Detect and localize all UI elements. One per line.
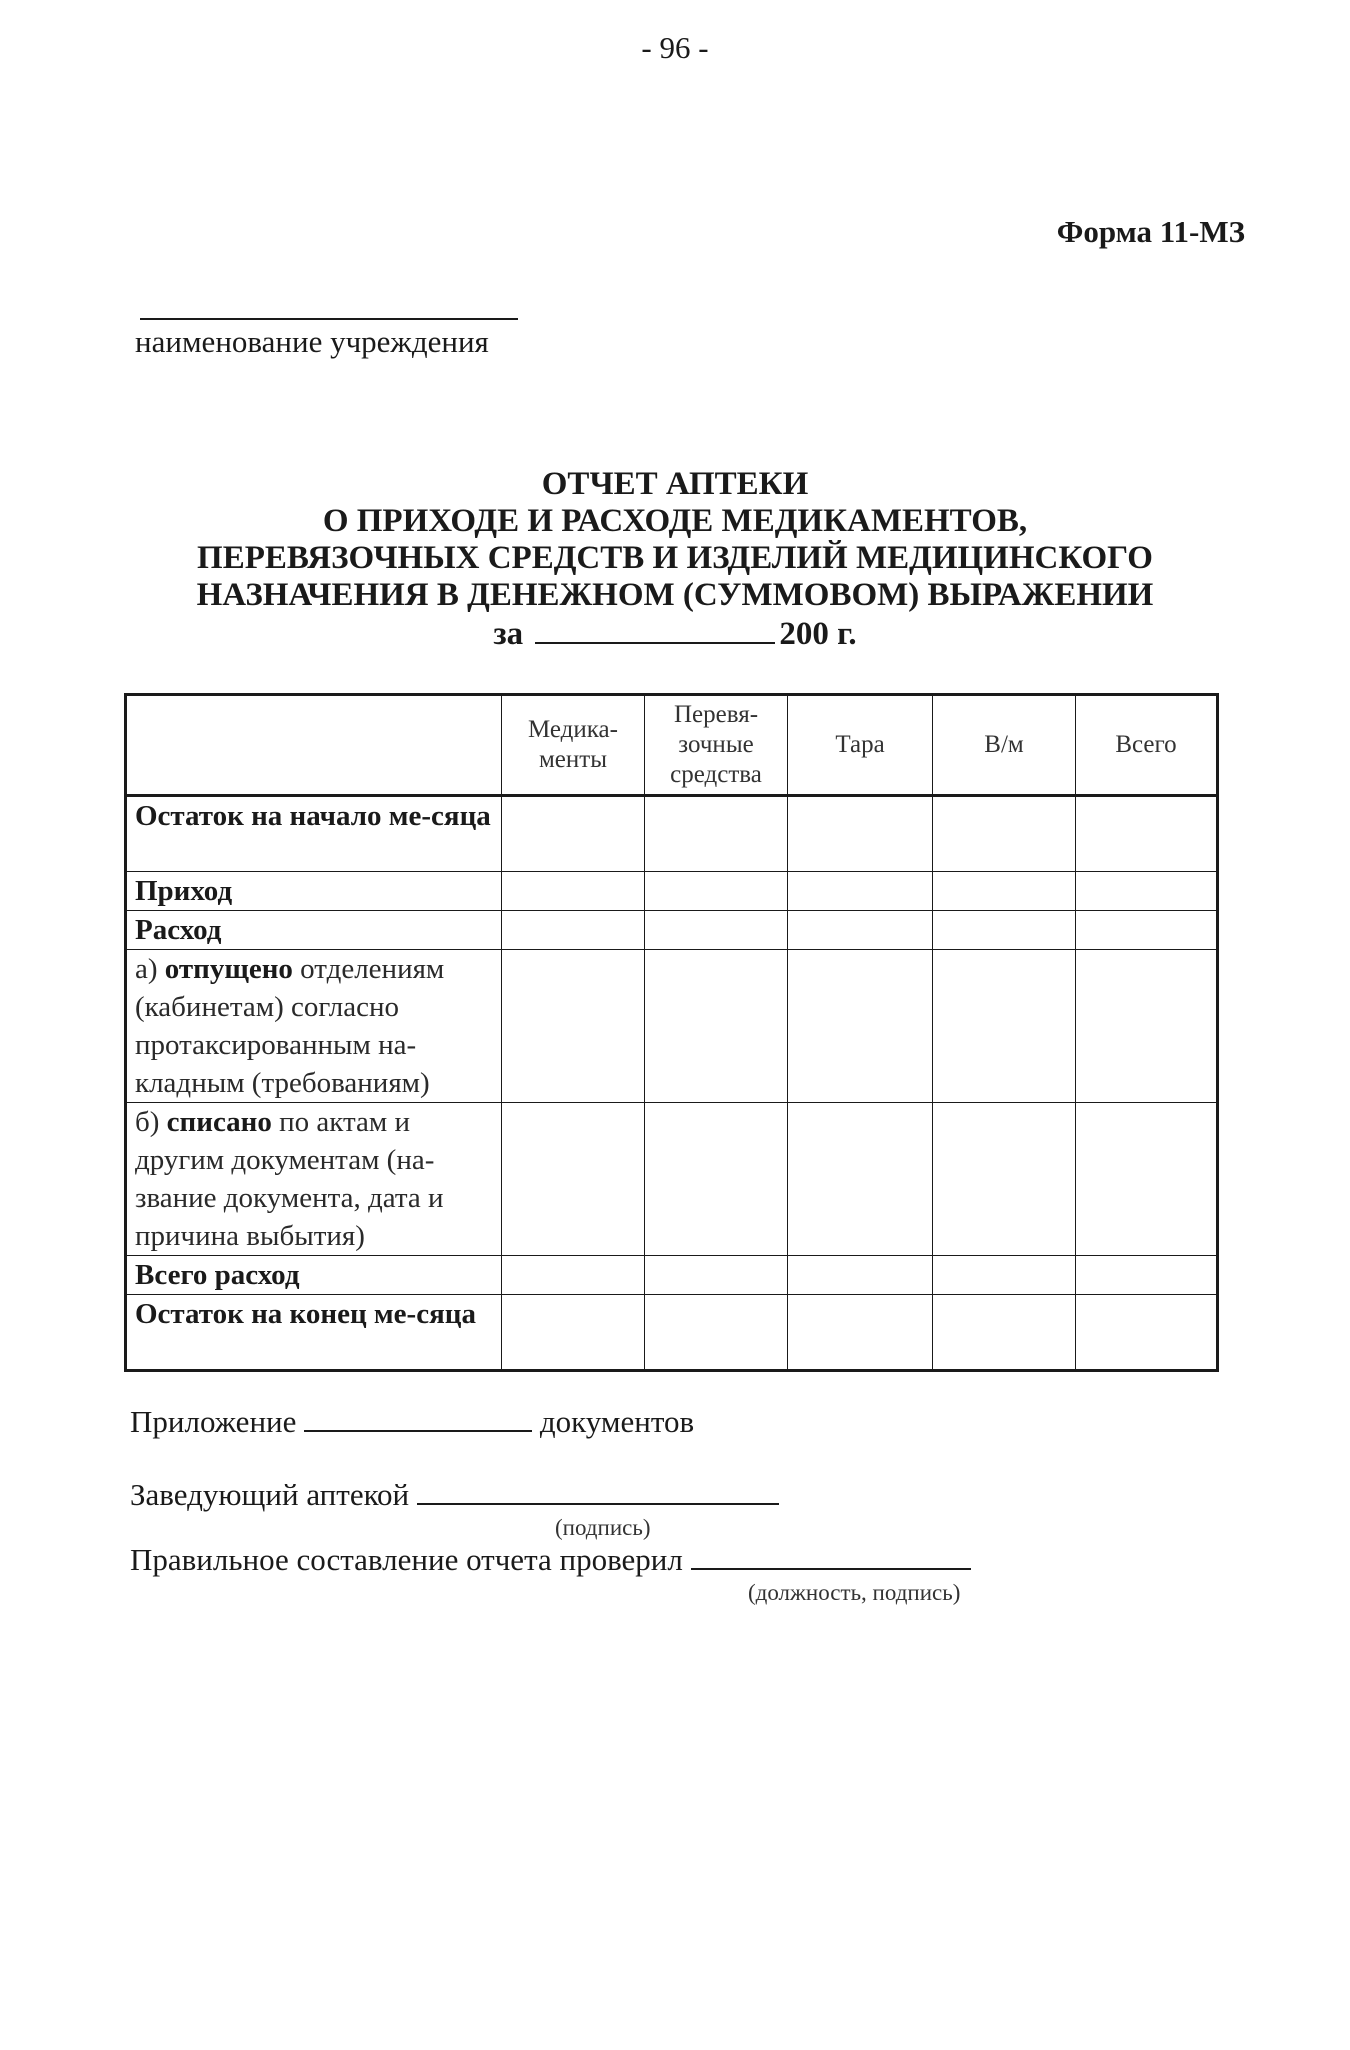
value-cell[interactable] bbox=[1076, 1103, 1218, 1256]
report-table bbox=[124, 693, 1219, 1372]
value-cell[interactable] bbox=[788, 872, 933, 911]
table-row bbox=[126, 950, 1218, 1103]
value-cell[interactable] bbox=[1076, 950, 1218, 1103]
appendix-prefix: Приложение bbox=[130, 1404, 297, 1439]
head-signature-blank[interactable] bbox=[417, 1475, 779, 1505]
institution-name-line[interactable] bbox=[140, 318, 518, 320]
value-cell[interactable] bbox=[502, 950, 645, 1103]
title-line-4: НАЗНАЧЕНИЯ В ДЕНЕЖНОМ (СУММОВОМ) ВЫРАЖЕНИИ bbox=[196, 577, 1154, 613]
head-label: Заведующий аптекой bbox=[130, 1477, 410, 1512]
value-cell[interactable] bbox=[502, 1295, 645, 1371]
table-row bbox=[126, 1295, 1218, 1371]
value-cell[interactable] bbox=[502, 1103, 645, 1256]
value-cell[interactable] bbox=[788, 911, 933, 950]
row-label-prefix: а) bbox=[135, 953, 165, 985]
period-prefix: за bbox=[493, 616, 524, 652]
value-cell[interactable] bbox=[502, 911, 645, 950]
checked-signature-caption: (должность, подпись) bbox=[748, 1580, 961, 1605]
value-cell[interactable] bbox=[645, 1295, 788, 1371]
appendix-suffix: документов bbox=[539, 1404, 695, 1439]
value-cell[interactable] bbox=[502, 1256, 645, 1295]
row-label-bold: Всего расход bbox=[135, 1259, 300, 1291]
title-line-1: ОТЧЕТ АПТЕКИ bbox=[541, 466, 809, 502]
header-cell: Перевя- зочные средства bbox=[645, 695, 788, 796]
value-cell[interactable] bbox=[933, 1256, 1076, 1295]
row-label bbox=[126, 1295, 502, 1371]
value-cell[interactable] bbox=[1076, 796, 1218, 872]
table-row bbox=[126, 1103, 1218, 1256]
checked-label: Правильное составление отчета проверил bbox=[130, 1542, 683, 1577]
value-cell[interactable] bbox=[502, 872, 645, 911]
appendix-line bbox=[130, 1402, 694, 1440]
report-title bbox=[0, 466, 1350, 653]
value-cell[interactable] bbox=[788, 1103, 933, 1256]
value-cell[interactable] bbox=[933, 911, 1076, 950]
title-line-2: О ПРИХОДЕ И РАСХОДЕ МЕДИКАМЕНТОВ, bbox=[322, 503, 1028, 539]
row-label-bold: списано bbox=[166, 1106, 272, 1138]
row-label bbox=[126, 911, 502, 950]
row-label-normal: по актам и другим документам (на-звание документа, дата и причина выбытия) bbox=[135, 1106, 444, 1252]
value-cell[interactable] bbox=[788, 1256, 933, 1295]
row-label-bold: Расход bbox=[135, 914, 222, 946]
value-cell[interactable] bbox=[933, 1295, 1076, 1371]
table-row bbox=[126, 796, 1218, 872]
checked-signature-blank[interactable] bbox=[691, 1540, 971, 1570]
table-body bbox=[126, 796, 1218, 1371]
header-cell-empty bbox=[126, 695, 502, 796]
period-blank[interactable] bbox=[535, 614, 775, 644]
head-signature-line bbox=[130, 1475, 779, 1513]
period-suffix: г. bbox=[837, 616, 857, 652]
value-cell[interactable] bbox=[1076, 1256, 1218, 1295]
row-label-bold: отпущено bbox=[164, 953, 293, 985]
value-cell[interactable] bbox=[788, 1295, 933, 1371]
row-label-bold: Приход bbox=[135, 875, 233, 907]
value-cell[interactable] bbox=[788, 950, 933, 1103]
page-number: - 96 - bbox=[641, 30, 709, 65]
table-header-row bbox=[126, 695, 1218, 796]
row-label-normal: отделениям (кабинетам) согласно протаксированным на-кладным (требованиям) bbox=[135, 953, 445, 1099]
value-cell[interactable] bbox=[1076, 911, 1218, 950]
row-label bbox=[126, 872, 502, 911]
value-cell[interactable] bbox=[933, 796, 1076, 872]
value-cell[interactable] bbox=[1076, 1295, 1218, 1371]
value-cell[interactable] bbox=[645, 796, 788, 872]
row-label-prefix: б) bbox=[135, 1106, 167, 1138]
row-label-bold: Остаток на начало ме-сяца bbox=[135, 800, 491, 832]
value-cell[interactable] bbox=[933, 872, 1076, 911]
value-cell[interactable] bbox=[788, 796, 933, 872]
table-row bbox=[126, 1256, 1218, 1295]
header-cell: Медика- менты bbox=[502, 695, 645, 796]
institution-caption: наименование учреждения bbox=[135, 324, 489, 359]
row-label-bold: Остаток на конец ме-сяца bbox=[135, 1298, 476, 1330]
form-number: Форма 11-МЗ bbox=[1056, 214, 1245, 249]
header-cell: Тара bbox=[788, 695, 933, 796]
value-cell[interactable] bbox=[502, 796, 645, 872]
value-cell[interactable] bbox=[645, 872, 788, 911]
period-year: 200 bbox=[779, 616, 829, 652]
header-cell: В/м bbox=[933, 695, 1076, 796]
row-label bbox=[126, 1103, 502, 1256]
value-cell[interactable] bbox=[645, 950, 788, 1103]
table-row bbox=[126, 872, 1218, 911]
row-label bbox=[126, 1256, 502, 1295]
appendix-count-blank[interactable] bbox=[304, 1402, 532, 1432]
title-line-3: ПЕРЕВЯЗОЧНЫХ СРЕДСТВ И ИЗДЕЛИЙ МЕДИЦИНСКОГО bbox=[197, 540, 1153, 576]
value-cell[interactable] bbox=[933, 950, 1076, 1103]
value-cell[interactable] bbox=[1076, 872, 1218, 911]
row-label bbox=[126, 796, 502, 872]
head-signature-caption: (подпись) bbox=[555, 1515, 651, 1540]
value-cell[interactable] bbox=[645, 1256, 788, 1295]
title-period bbox=[0, 614, 1350, 653]
table-row bbox=[126, 911, 1218, 950]
value-cell[interactable] bbox=[933, 1103, 1076, 1256]
row-label bbox=[126, 950, 502, 1103]
header-cell: Всего bbox=[1076, 695, 1218, 796]
checked-by-line bbox=[130, 1540, 971, 1578]
value-cell[interactable] bbox=[645, 911, 788, 950]
value-cell[interactable] bbox=[645, 1103, 788, 1256]
